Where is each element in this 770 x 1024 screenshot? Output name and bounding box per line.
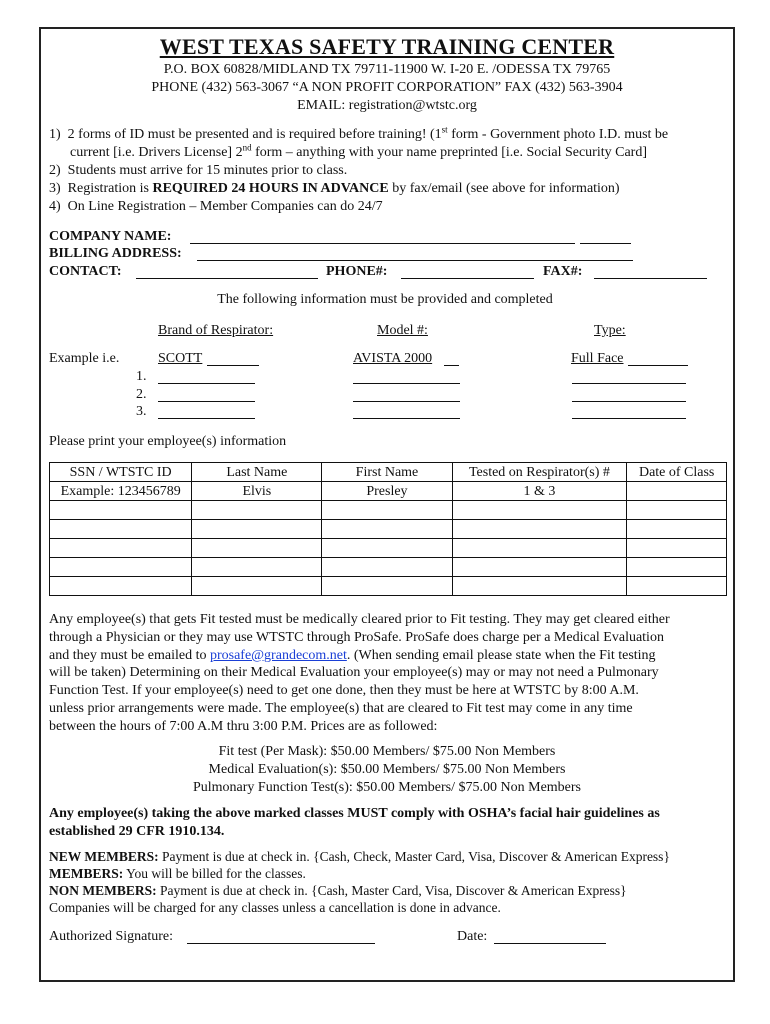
cell-ssn[interactable] [50, 501, 192, 520]
company-name-field[interactable] [190, 243, 575, 244]
signature-field[interactable] [187, 943, 375, 944]
cell-last-name[interactable] [192, 577, 322, 596]
table-header-row [50, 463, 727, 482]
header-tested-on: Tested on Respirator(s) # [452, 463, 627, 482]
example-ssn: Example: 123456789 [50, 482, 192, 501]
rule-1-cont: current [i.e. Drivers License] 2nd form – anything with your name preprinted [i.e. Social Security Card] [70, 142, 647, 160]
table-row-example [50, 482, 727, 501]
phone-label: PHONE#: [326, 264, 388, 279]
medical-line-7: between the hours of 7:00 A.M thru 3:00 P.M. Prices are as followed: [49, 718, 438, 734]
company-name-label: COMPANY NAME: [49, 229, 172, 244]
osha-line-1: Any employee(s) taking the above marked classes MUST comply with OSHA’s facial hair guidelines as [49, 806, 660, 821]
respirator-row-3-type[interactable] [572, 418, 686, 419]
medical-paragraph [49, 611, 725, 736]
phone-line: PHONE (432) 563-3067 “A NON PROFIT CORPORATION” FAX (432) 563-3904 [151, 80, 623, 95]
header-ssn: SSN / WTSTC ID [50, 463, 192, 482]
example-model-line [444, 365, 459, 366]
phone-field[interactable] [401, 278, 534, 279]
respirator-row-3-model[interactable] [353, 418, 460, 419]
respirator-intro: The following information must be provided and completed [217, 292, 553, 307]
medical-line-6: unless prior arrangements were made. The employee(s) that are cleared to Fit test may come in any time [49, 700, 633, 716]
payment-cancellation: Companies will be charged for any classes unless a cancellation is done in advance. [49, 900, 501, 915]
respirator-row-3-brand[interactable] [158, 418, 255, 419]
cell-tested-on[interactable] [452, 558, 627, 577]
table-row[interactable] [50, 520, 727, 539]
example-label: Example i.e. [49, 351, 120, 366]
respirator-row-3-num: 3. [136, 404, 147, 419]
cell-first-name[interactable] [322, 520, 452, 539]
cell-date[interactable] [627, 577, 727, 596]
header-date-of-class: Date of Class [627, 463, 727, 482]
cell-tested-on[interactable] [452, 539, 627, 558]
respirator-row-2-type[interactable] [572, 401, 686, 402]
example-brand: SCOTT [158, 351, 203, 366]
example-last-name: Elvis [192, 482, 322, 501]
contact-field[interactable] [136, 278, 318, 279]
cell-first-name[interactable] [322, 539, 452, 558]
fax-field[interactable] [594, 278, 707, 279]
medical-line-2: through a Physician or they may use WTSTC through ProSafe. ProSafe does charge per a Medical Evaluation [49, 629, 664, 645]
col-type-header: Type: [594, 323, 626, 338]
respirator-row-2-brand[interactable] [158, 401, 255, 402]
col-model-header: Model #: [377, 323, 428, 338]
example-tested-on: 1 & 3 [452, 482, 627, 501]
respirator-row-2-model[interactable] [353, 401, 460, 402]
signature-label: Authorized Signature: [49, 929, 174, 944]
cell-ssn[interactable] [50, 577, 192, 596]
cell-last-name[interactable] [192, 558, 322, 577]
cell-first-name[interactable] [322, 558, 452, 577]
cell-last-name[interactable] [192, 501, 322, 520]
company-name-field-2[interactable] [580, 243, 631, 244]
price-medical-evaluation: Medical Evaluation(s): $50.00 Members/ $75.00 Non Members [208, 762, 566, 777]
cell-date[interactable] [627, 501, 727, 520]
billing-address-label: BILLING ADDRESS: [49, 246, 182, 261]
table-row[interactable] [50, 539, 727, 558]
cell-tested-on[interactable] [452, 520, 627, 539]
email-line: EMAIL: registration@wtstc.org [297, 98, 477, 113]
example-first-name: Presley [322, 482, 452, 501]
employee-table [49, 462, 727, 596]
respirator-row-1-num: 1. [136, 369, 147, 384]
medical-line-3: and they must be emailed to prosafe@grandecom.net. (When sending email please state when the Fit testing [49, 647, 656, 663]
table-row[interactable] [50, 501, 727, 520]
table-row[interactable] [50, 577, 727, 596]
example-model: AVISTA 2000 [353, 351, 433, 366]
cell-first-name[interactable] [322, 501, 452, 520]
contact-label: CONTACT: [49, 264, 122, 279]
medical-line-1: Any employee(s) that gets Fit tested must be medically cleared prior to Fit testing. They may get cleared either [49, 612, 670, 627]
cell-last-name[interactable] [192, 539, 322, 558]
cell-ssn[interactable] [50, 539, 192, 558]
payment-new-members: NEW MEMBERS: Payment is due at check in. {Cash, Check, Master Card, Visa, Discover & American Express} [49, 849, 670, 864]
medical-line-5: Function Test. If your employee(s) need to get one done, then they must be here at WTSTC by 8:00 A.M. [49, 683, 639, 699]
respirator-row-1-brand[interactable] [158, 383, 255, 384]
example-type: Full Face [571, 351, 624, 366]
respirator-row-2-num: 2. [136, 387, 147, 402]
cell-tested-on[interactable] [452, 577, 627, 596]
address-line: P.O. BOX 60828/MIDLAND TX 79711-11900 W. I-20 E. /ODESSA TX 79765 [163, 62, 611, 77]
example-date [627, 482, 727, 501]
header-last-name: Last Name [192, 463, 322, 482]
table-row[interactable] [50, 558, 727, 577]
osha-line-2: established 29 CFR 1910.134. [49, 824, 225, 839]
payment-members: MEMBERS: You will be billed for the classes. [49, 866, 306, 881]
col-brand-header: Brand of Respirator: [158, 323, 274, 338]
cell-date[interactable] [627, 520, 727, 539]
example-brand-line [207, 365, 259, 366]
price-pulmonary-test: Pulmonary Function Test(s): $50.00 Members/ $75.00 Non Members [192, 780, 581, 795]
fax-label: FAX#: [543, 264, 583, 279]
cell-first-name[interactable] [322, 577, 452, 596]
cell-ssn[interactable] [50, 520, 192, 539]
header-first-name: First Name [322, 463, 452, 482]
rule-3: 3) Registration is REQUIRED 24 HOURS IN ADVANCE by fax/email (see above for information) [49, 181, 620, 196]
payment-non-members: NON MEMBERS: Payment is due at check in. {Cash, Master Card, Visa, Discover & American Express} [49, 883, 627, 898]
prosafe-email-link[interactable]: prosafe@grandecom.net [209, 647, 347, 663]
date-label: Date: [457, 929, 488, 944]
cell-tested-on[interactable] [452, 501, 627, 520]
cell-date[interactable] [627, 539, 727, 558]
cell-ssn[interactable] [50, 558, 192, 577]
rule-4: 4) On Line Registration – Member Companies can do 24/7 [49, 199, 383, 214]
billing-address-field[interactable] [197, 260, 633, 261]
date-field[interactable] [494, 943, 606, 944]
cell-date[interactable] [627, 558, 727, 577]
respirator-row-1-model[interactable] [353, 383, 460, 384]
respirator-row-1-type[interactable] [572, 383, 686, 384]
medical-line-4: will be taken) Determining on their Medical Evaluation your employee(s) may or may not need a Pulmonary [49, 665, 659, 681]
employee-intro: Please print your employee(s) information [49, 434, 287, 449]
rule-1: 1) 2 forms of ID must be presented and is required before training! (1st form - Government photo I.D. must be [49, 124, 669, 142]
price-fit-test: Fit test (Per Mask): $50.00 Members/ $75.00 Non Members [218, 744, 556, 759]
example-type-line [628, 365, 688, 366]
page-title: WEST TEXAS SAFETY TRAINING CENTER [159, 34, 615, 59]
cell-last-name[interactable] [192, 520, 322, 539]
rule-2: 2) Students must arrive for 15 minutes prior to class. [49, 163, 348, 178]
